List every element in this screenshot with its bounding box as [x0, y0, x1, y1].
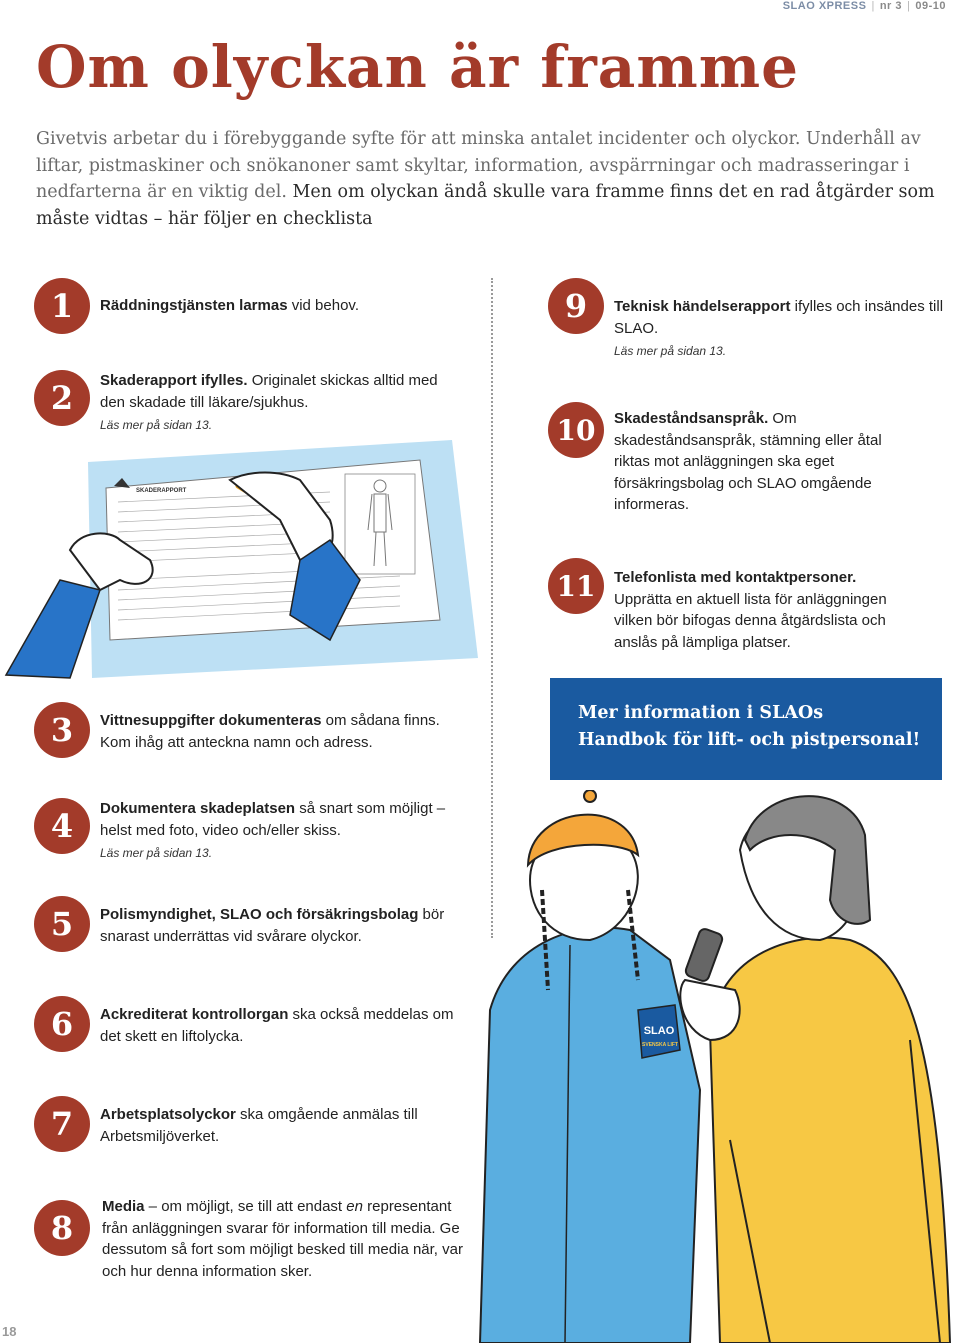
item-text — [614, 408, 904, 516]
item-number-badge: 3 — [34, 702, 90, 758]
checklist-item-1 — [34, 278, 454, 334]
item-text — [100, 370, 454, 437]
intro-part1: Givetvis arbetar du i förebyggande syfte för att minska antalet incidenter och olyckor. Underhåll av liftar, pistmaskiner och snökanoner samt skyltar, information, avspärrningar och madrasseringar i nedfarterna är en viktig del. — [36, 129, 921, 202]
item-number-badge: 2 — [34, 370, 90, 426]
left-sleeve — [6, 580, 100, 678]
page-title: Om olyckan är framme — [36, 33, 800, 101]
masthead-brand: SLAO XPRESS — [782, 0, 867, 12]
intro-part2: Men om olyckan ändå skulle vara framme finns det en rad åtgärder som måste vidtas – här följer en checklista — [36, 182, 935, 229]
item-rest-text: Upprätta en aktuell lista för anläggningen vilken bör bifogas denna åtgärdslista och anslås på lämpliga platser. — [614, 590, 887, 651]
hat-pompom — [584, 790, 596, 802]
item-bold-text: Vittnesuppgifter dokumenteras — [100, 712, 322, 729]
masthead-issue: nr 3 — [879, 0, 902, 12]
item-text — [100, 295, 359, 317]
checklist-item-7 — [34, 1096, 454, 1152]
item-bold-text: Teknisk händelserapport — [614, 298, 791, 315]
item-number-badge: 6 — [34, 996, 90, 1052]
intro-text — [36, 126, 936, 232]
checklist-item-3 — [34, 702, 474, 758]
item-bold-text: Räddningstjänsten larmas — [100, 297, 288, 314]
item-text — [102, 1196, 474, 1282]
item-bold-text: Arbetsplatsolyckor — [100, 1106, 236, 1123]
checklist-item-2 — [34, 370, 454, 437]
info-box-line-1: Mer information i SLAOs — [578, 703, 824, 723]
item-reference: Läs mer på sidan 13. — [100, 418, 213, 432]
item-bold-text: Polismyndighet, SLAO och försäkringsbolag — [100, 906, 419, 923]
masthead-year: 09-10 — [915, 0, 946, 12]
item-emphasis: en — [346, 1198, 363, 1215]
item-rest-text: Originalet skickas alltid med den skadade till läkare/sjukhus. — [100, 372, 438, 411]
checklist-item-10 — [548, 402, 948, 516]
item-number-badge: 10 — [548, 402, 604, 458]
item-number-badge: 4 — [34, 798, 90, 854]
item-text — [614, 296, 948, 363]
checklist-item-6 — [34, 996, 454, 1052]
item-text — [614, 567, 914, 653]
item-number-badge: 9 — [548, 278, 604, 334]
item-reference: Läs mer på sidan 13. — [100, 846, 213, 860]
badge-label: SLAO — [643, 1025, 675, 1037]
item-rest-text: Om skadeståndsanspråk, stämning eller åtal riktas mot anläggningen ska eget försäkringsbolag och SLAO omgående informeras. — [614, 410, 882, 513]
item-bold-text: Skaderapport ifylles. — [100, 372, 248, 389]
page-number: 18 — [2, 1324, 17, 1339]
item-rest-text: vid behov. — [287, 297, 359, 314]
item-rest-text: – om möjligt, se till att endast — [144, 1198, 347, 1215]
form-illustration — [0, 440, 480, 680]
item-rest-text: ska också meddelas om det skett en liftolycka. — [100, 1006, 454, 1045]
item-rest-text: bör snarast underrättas vid svårare olyckor. — [100, 906, 445, 945]
item-bold-text: Ackrediterat kontrollorgan — [100, 1006, 289, 1023]
item-text — [100, 1104, 454, 1147]
item-text — [100, 710, 474, 753]
item-number-badge: 8 — [34, 1200, 90, 1256]
item-rest-text: ska omgående anmälas till Arbetsmiljöverket. — [100, 1106, 418, 1145]
reporter-hand — [680, 980, 739, 1040]
checklist-item-5 — [34, 896, 454, 952]
interview-illustration — [470, 790, 960, 1343]
skier-jacket — [480, 928, 700, 1343]
item-bold-text: Skadeståndsanspråk. — [614, 410, 769, 427]
checklist-item-9 — [548, 278, 948, 363]
item-number-badge: 7 — [34, 1096, 90, 1152]
item-bold-text: Media — [102, 1198, 145, 1215]
item-rest-text-2: representant från anläggningen svarar för information till media. Ge dessutom så fort som möjligt besked till media när, var och hur denna information sker. — [102, 1198, 463, 1280]
item-text — [100, 1004, 454, 1047]
checklist-item-4 — [34, 798, 454, 865]
microphone — [684, 927, 724, 982]
item-text — [100, 904, 454, 947]
item-reference: Läs mer på sidan 13. — [614, 344, 727, 358]
item-text — [100, 798, 454, 865]
info-box-line-2: Handbok för lift- och pistpersonal! — [578, 730, 921, 750]
item-rest-text: om sådana finns. Kom ihåg att anteckna namn och adress. — [100, 712, 440, 751]
item-rest-text: ifylles och insändes till SLAO. — [614, 298, 944, 337]
item-bold-text: Telefonlista med kontaktpersoner. — [614, 569, 857, 586]
badge-sub-label: SVENSKA LIFT — [642, 1042, 678, 1048]
item-bold-text: Dokumentera skadeplatsen — [100, 800, 296, 817]
reporter-jacket — [710, 938, 950, 1343]
form-heading: SKADERAPPORT — [136, 488, 187, 494]
more-info-box — [550, 678, 942, 780]
item-number-badge: 11 — [548, 558, 604, 614]
masthead: SLAO XPRESS | nr 3 | 09-10 — [782, 0, 946, 12]
slao-badge — [638, 1005, 680, 1058]
item-number-badge: 5 — [34, 896, 90, 952]
item-rest-text: så snart som möjligt – helst med foto, video och/eller skiss. — [100, 800, 446, 839]
checklist-item-11 — [548, 558, 948, 653]
checklist-item-8 — [34, 1196, 474, 1282]
item-number-badge: 1 — [34, 278, 90, 334]
